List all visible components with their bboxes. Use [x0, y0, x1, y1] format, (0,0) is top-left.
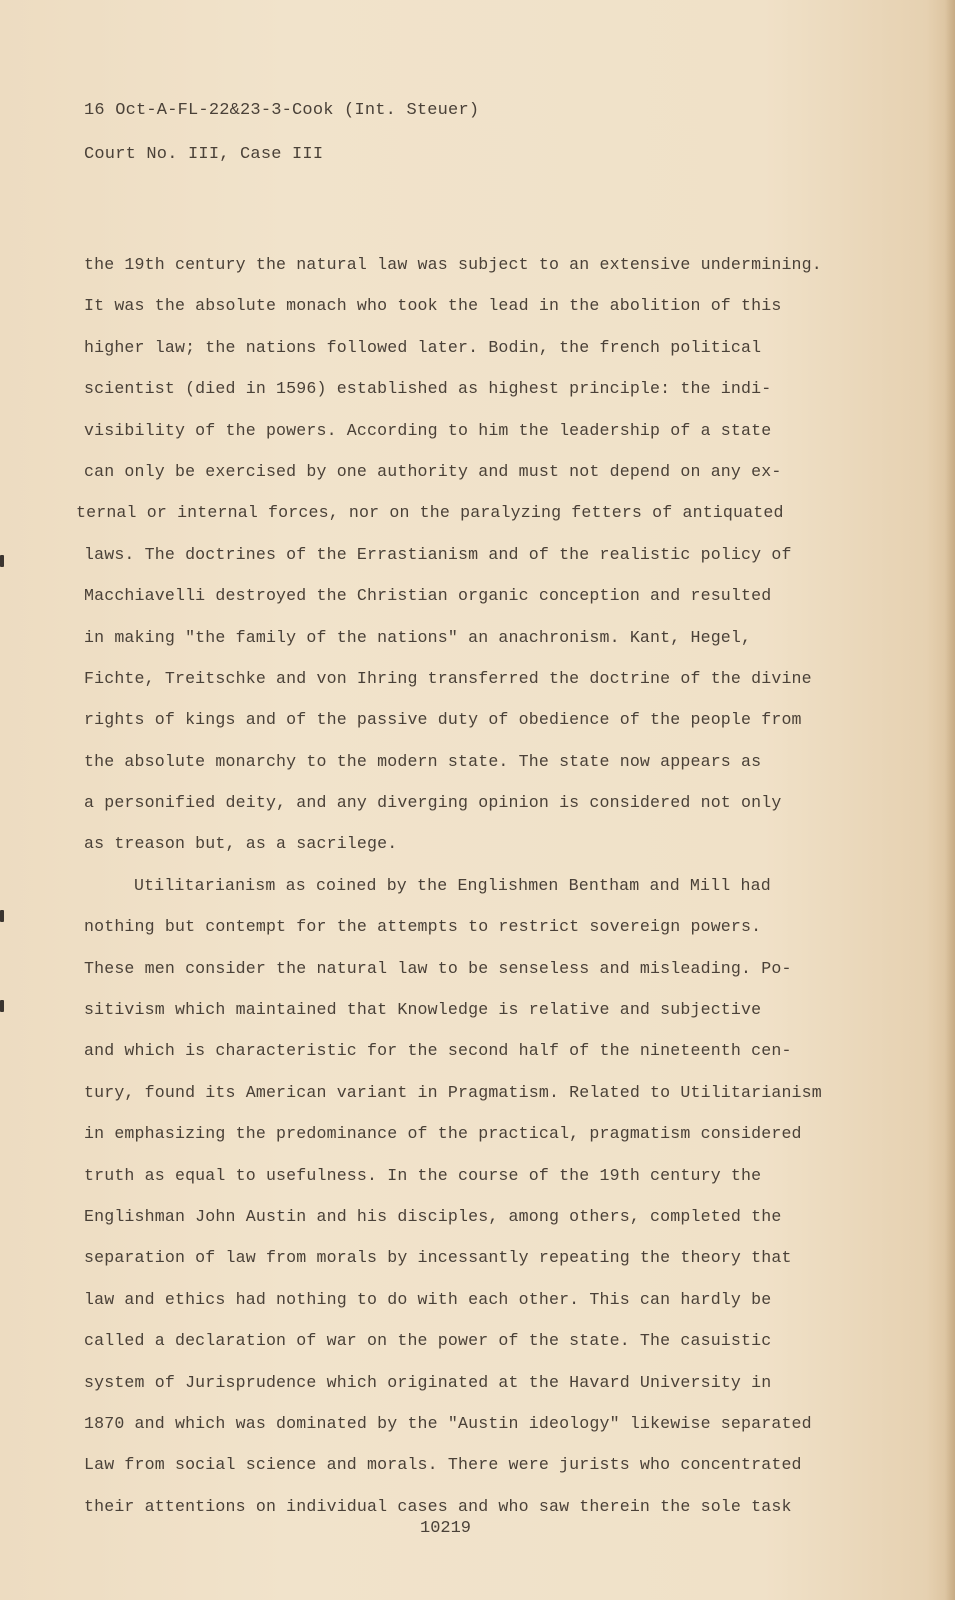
document-header-court: Court No. III, Case III [84, 145, 324, 164]
text-line: in emphasizing the predominance of the practical, pragmatism considered [84, 1124, 802, 1144]
text-line: the 19th century the natural law was subject to an extensive undermining. [84, 255, 822, 274]
text-line: called a declaration of war on the power of the state. The casuistic [84, 1331, 772, 1351]
text-line: sitivism which maintained that Knowledge is relative and subjective [84, 1000, 762, 1020]
text-line: visibility of the powers. According to him the leadership of a state [84, 420, 772, 440]
text-line: in making "the family of the nations" an anachronism. Kant, Hegel, [84, 627, 752, 647]
text-line: Fichte, Treitschke and von Ihring transferred the doctrine of the divine [84, 668, 812, 688]
text-line: nothing but contempt for the attempts to restrict sovereign powers. [84, 917, 762, 937]
text-line: can only be exercised by one authority and must not depend on any ex- [84, 461, 782, 481]
text-line: law and ethics had nothing to do with each other. This can hardly be [84, 1289, 772, 1309]
document-header-reference: 16 Oct-A-FL-22&23-3-Cook (Int. Steuer) [84, 101, 480, 120]
document-body [76, 244, 934, 1527]
text-line: 1870 and which was dominated by the "Austin ideology" likewise separated [84, 1413, 812, 1433]
text-line: a personified deity, and any diverging opinion is considered not only [84, 793, 782, 813]
text-line: Law from social science and morals. There were jurists who concentrated [84, 1455, 802, 1475]
text-line: These men consider the natural law to be senseless and misleading. Po- [84, 958, 792, 978]
paragraph-start-line: Utilitarianism as coined by the Englishmen Bentham and Mill had [134, 875, 771, 895]
text-line: as treason but, as a sacrilege. [84, 834, 398, 854]
text-line: It was the absolute monach who took the lead in the abolition of this [84, 296, 782, 316]
page-number: 10219 [420, 1519, 472, 1538]
text-line: Macchiavelli destroyed the Christian organic conception and resulted [84, 586, 772, 606]
text-line: scientist (died in 1596) established as highest principle: the indi- [84, 379, 772, 399]
page-edge-shadow [945, 0, 955, 1600]
text-line: separation of law from morals by incessantly repeating the theory that [84, 1248, 792, 1268]
text-line: laws. The doctrines of the Errastianism and of the realistic policy of [84, 544, 792, 564]
text-line: rights of kings and of the passive duty of obedience of the people from [84, 710, 802, 730]
text-line: tury, found its American variant in Pragmatism. Related to Utilitarianism [84, 1082, 822, 1102]
margin-binding-mark [0, 910, 4, 922]
margin-binding-mark [0, 555, 4, 567]
text-line: higher law; the nations followed later. Bodin, the french political [84, 337, 762, 357]
text-line: Englishman John Austin and his disciples, among others, completed the [84, 1206, 782, 1226]
text-line: ternal or internal forces, nor on the paralyzing fetters of antiquated [76, 503, 784, 523]
margin-binding-mark [0, 1000, 4, 1012]
text-line: the absolute monarchy to the modern state. The state now appears as [84, 751, 762, 771]
text-line: and which is characteristic for the second half of the nineteenth cen- [84, 1041, 792, 1061]
text-line: truth as equal to usefulness. In the course of the 19th century the [84, 1165, 762, 1185]
text-line: their attentions on individual cases and who saw therein the sole task [84, 1496, 792, 1516]
text-line: system of Jurisprudence which originated at the Havard University in [84, 1372, 772, 1392]
